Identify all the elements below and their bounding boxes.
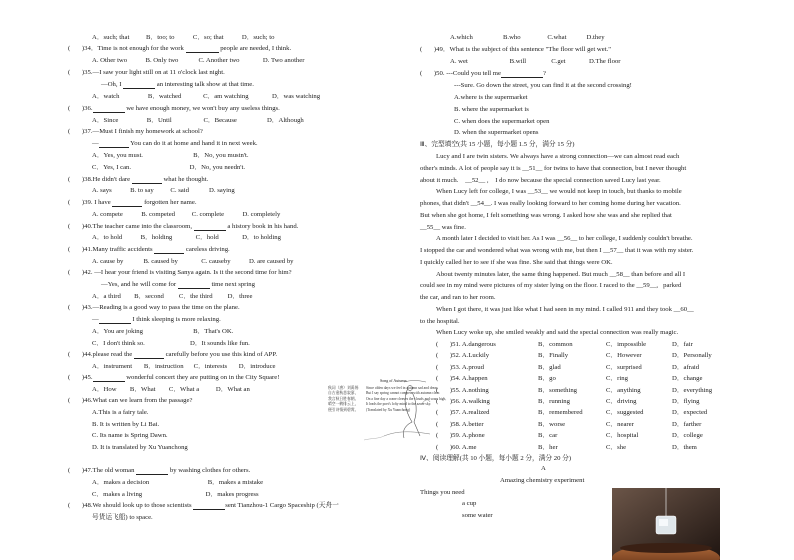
cloze-line-1: Lucy and I are twin sisters. We always have a strong connection—we can almost read each (436, 153, 680, 160)
cloze-option: C．hospital (606, 432, 639, 440)
cloze-line-3: about it much. __52__ , I do now because the special connection saved Lucy last year. (420, 177, 661, 184)
ice-cube-illustration (612, 488, 720, 560)
cloze-option: D．expected (672, 409, 708, 417)
q43-reply: — I think sleeping is more relaxing. (92, 316, 221, 323)
cloze-option: D．everything (672, 386, 713, 394)
blank[interactable] (93, 374, 125, 382)
q50-option-d: D. when the supermarket opens (454, 129, 539, 136)
item-cup: a cup (462, 500, 477, 507)
cloze-option: B．her (538, 443, 558, 451)
q46-option-b: B. It is written by Li Bai. (92, 421, 160, 428)
cloze-option: C．she (606, 443, 627, 451)
q45-options: A．How B．What C．What a D．What an (92, 386, 250, 393)
blank[interactable] (99, 316, 131, 324)
blank[interactable] (123, 81, 155, 89)
q33-options: A．such; that B．too; to C．so; that D．such; to (92, 34, 275, 41)
q49: ( )49．What is the subject of this sentence "The floor will get wet." (420, 46, 611, 53)
cloze-line-13: the car, and ran to her room. (420, 294, 496, 301)
cloze-line-8: A month later I decided to visit her. As I was __56__ to her college, I suddenly couldn't breathe. (436, 235, 693, 242)
q47-options-cd: C．makes a living D．makes progress (92, 491, 259, 498)
q43-options-cd: C．I don't think so. D．It sounds like fun. (92, 340, 250, 347)
blank[interactable] (501, 70, 543, 78)
cloze-option: B．car (538, 432, 558, 440)
cloze-line-12: could see in my mind were pictures of my sister lying on the floor. I raced to the __59__, parked (420, 282, 682, 289)
q48-options: A.which B.who C.what D.they (450, 34, 605, 41)
q39-options: A. compete B. competed C. complete D. completely (92, 211, 281, 218)
q46: ( )46.What can we learn from the passage? (68, 397, 193, 404)
passage-letter: A (541, 465, 546, 472)
cloze-option: B．something (538, 386, 578, 394)
cloze-option-item: ( )52. A.Luckily (436, 352, 490, 360)
q34: ( )34．Time is not enough for the work people are needed, I think. (68, 45, 292, 52)
q36-options: A．Since B．Until C．Because D．Although (92, 117, 304, 124)
cloze-line-15: to the hospital. (420, 318, 460, 325)
blank[interactable] (132, 176, 162, 184)
blank[interactable] (134, 351, 164, 359)
cloze-line-11: About twenty minutes later, the same thing happened. But much __58__ than before and all I (436, 271, 686, 278)
cloze-option: C．driving (606, 398, 637, 405)
cloze-option: B．common (538, 341, 573, 348)
cloze-option: D．change (672, 375, 703, 383)
cloze-option: C．nearer (606, 420, 634, 428)
q42-reply: —Yes, and he will come for time next spring (101, 281, 255, 288)
q39: ( )39. I have forgotten her name. (68, 199, 197, 206)
blank[interactable] (194, 223, 226, 231)
q42: ( )42. —I hear your friend is visiting Sanya again. Is it the second time for him? (68, 269, 292, 276)
q46-option-c: C. Its name is Spring Dawn. (92, 432, 168, 439)
q37-options-cd: C．Yes, I can. D．No, you needn't. (92, 164, 246, 171)
cloze-line-4: When Lucy left for college, I was __53__ we would not keep in touch, but thanks to mobile (436, 188, 682, 195)
q34-options: A. Other two B. Only two C. Another two D. Two another (92, 57, 305, 64)
cloze-option: C．anything (606, 386, 641, 394)
q38-options: A. says B. to say C. said D. saying (92, 187, 235, 194)
cloze-option: B．worse (538, 420, 566, 428)
q44-options: A．instrument B．instruction C．interests D．introduce (92, 363, 276, 370)
experiment-photo (612, 488, 720, 560)
q38: ( )38.He didn't dare what he thought. (68, 176, 209, 183)
q50-option-a: A.where is the supermarket (454, 94, 528, 101)
poem-chinese: 秋词（唐）刘禹锡 自古逢秋悲寂寥， 我言秋日胜春朝。 晴空一鹤排云上， 便引诗情到碧霄。 (328, 386, 359, 412)
item-water: some water (462, 512, 493, 519)
cloze-option: B．running (538, 398, 570, 405)
cloze-option: D．them (672, 443, 697, 451)
q44: ( )44.please read the carefully before you use this kind of APP. (68, 351, 278, 358)
poem-title: Song of Autumn (380, 378, 407, 383)
cloze-option: C．impossible (606, 341, 647, 348)
cloze-option: D．afraid (672, 363, 700, 371)
q43-options-ab: A．You are joking B．That's OK. (92, 328, 234, 335)
q35: ( )35.—I saw your light still on at 11 o'clock last night. (68, 69, 225, 76)
cloze-option: D．Personally (672, 352, 712, 360)
q41-options: A. cause by B. caused by C. causeby D. are caused by (92, 258, 294, 265)
q36: ( )36. we have enough money, we won't buy any useless things. (68, 105, 280, 112)
cloze-option: C．surprised (606, 363, 642, 371)
cloze-option: D．college (672, 432, 703, 440)
q48: ( )48.We should look up to those scientists sent Tianzhou-1 Cargo Spaceship (天舟一 (68, 502, 339, 509)
blank[interactable] (154, 246, 184, 254)
cloze-line-7: __55__ was fine. (420, 224, 466, 231)
cloze-line-9: I stopped the car and wondered what was wrong with me, but then I __57__ that it was with my sister. (420, 247, 694, 254)
q50-option-c: C. when does the supermarket open (454, 118, 550, 125)
q45: ( )45. wonderful concert they are putting on in the City Square! (68, 374, 280, 381)
blank[interactable] (136, 467, 168, 475)
q50-reply: ---Sure. Go down the street, you can find it at the second crossing! (454, 82, 632, 89)
section-4-heading: Ⅳ、阅读理解(共 10 小题，每小题 2 分，满分 20 分) (420, 455, 572, 462)
q37-options-ab: A．Yes, you must. B．No, you mustn't. (92, 152, 249, 159)
cloze-option: B．go (538, 375, 556, 383)
q35-reply: —Oh, I an interesting talk show at that time. (101, 81, 254, 88)
q50-option-b: B. where the supermarket is (454, 106, 529, 113)
cloze-option: B．Finally (538, 352, 569, 360)
q37: ( )37.—Must I finish my homework at school? (68, 128, 203, 135)
blank[interactable] (193, 502, 225, 510)
section-3-heading: Ⅲ、完型填空(共 15 小题，每小题 1.5 分，满分 15 分) (420, 141, 575, 148)
things-you-need: Things you need (420, 489, 465, 496)
cloze-line-5: phones, that didn't __54__. I was really looking forward to her coming home during her vacation. (420, 200, 681, 207)
cloze-option: D．farther (672, 420, 702, 428)
poem-english: Since olden days we feel in autumn sad and drear, But I say spring cannot compete with autumn clear. On a fine day a crane cleaves the clouds and soars high, It leads the poet's lofty mind to the azure sky. (Translated by Xu Yuanchong) (366, 386, 447, 412)
cloze-option-item: ( )60. A.me (436, 443, 477, 451)
q47: ( )47.The old woman by washing clothes for others. (68, 467, 251, 474)
q47-options-ab: A．makes a decision B．makes a mistake (92, 479, 264, 486)
blank[interactable] (112, 199, 142, 207)
cloze-option: B．glad (538, 363, 561, 371)
cloze-option-item: ( )51. A.dangerous (436, 341, 496, 348)
q35-options: A．watch B．watched C．am watching D．was watching (92, 93, 321, 100)
cloze-line-2: other's minds. A lot of people say it is __51__ for twins to have that connection, but I never thought (420, 165, 687, 172)
q37-reply: — You can do it at home and hand it in next week. (92, 140, 258, 147)
cloze-option: D．fair (672, 341, 693, 348)
cloze-line-14: When I got there, it was just like what I had seen in my mind. I called 911 and they took __60__ (436, 306, 694, 313)
cloze-line-16: When Lucy woke up, she smiled weakly and said the special connection was really magic. (436, 329, 679, 336)
cloze-option: D．flying (672, 398, 700, 405)
q42-options: A．a third B．second C．the third D．three (92, 293, 253, 300)
q40-options: A．to hold B．holding C．hold D．to holding (92, 234, 281, 241)
q48-cont: 号货运飞船) to space. (92, 514, 153, 521)
cloze-option-item: ( )55. A.nothing (436, 386, 489, 394)
cloze-option-item: ( )53. A.proud (436, 363, 484, 371)
blank[interactable] (99, 140, 129, 148)
cloze-option-item: ( )58. A.better (436, 420, 484, 428)
cloze-line-6: But when she got home, I felt something was wrong. I asked how she was and she replied that (420, 212, 672, 219)
blank[interactable] (186, 45, 219, 53)
cloze-option: B．remembered (538, 409, 583, 417)
q43: ( )43.—Reading is a good way to pass the time on the plane. (68, 304, 240, 311)
q49-options: A. wet B.will C.get D.The floor (450, 58, 621, 65)
blank[interactable] (178, 281, 210, 289)
cloze-line-10: I quickly called her to see if she was fine. She said that things were OK. (420, 259, 613, 266)
cloze-option-item: ( )54. A.happen (436, 375, 488, 383)
blank[interactable] (93, 105, 125, 113)
q50: ( )50. ---Could you tell me ? (420, 70, 546, 77)
q40: ( )40.The teacher came into the classroom, a history book in his hand. (68, 223, 299, 230)
q46-option-a: A.This is a fairy tale. (92, 409, 149, 416)
cloze-option-item: ( )56. A.walking (436, 398, 490, 405)
q46-option-d: D. It is translated by Xu Yuanchong (92, 444, 188, 451)
cloze-option: C．ring (606, 375, 628, 383)
cloze-option-item: ( )57. A.realized (436, 409, 490, 417)
cloze-option: C．suggested (606, 409, 644, 417)
q41: ( )41.Many traffic accidents careless driving. (68, 246, 230, 253)
passage-title: Amazing chemistry experiment (500, 477, 585, 484)
cloze-option-item: ( )59. A.phone (436, 432, 485, 440)
cloze-option: C．However (606, 352, 642, 360)
poem-image (324, 378, 447, 442)
